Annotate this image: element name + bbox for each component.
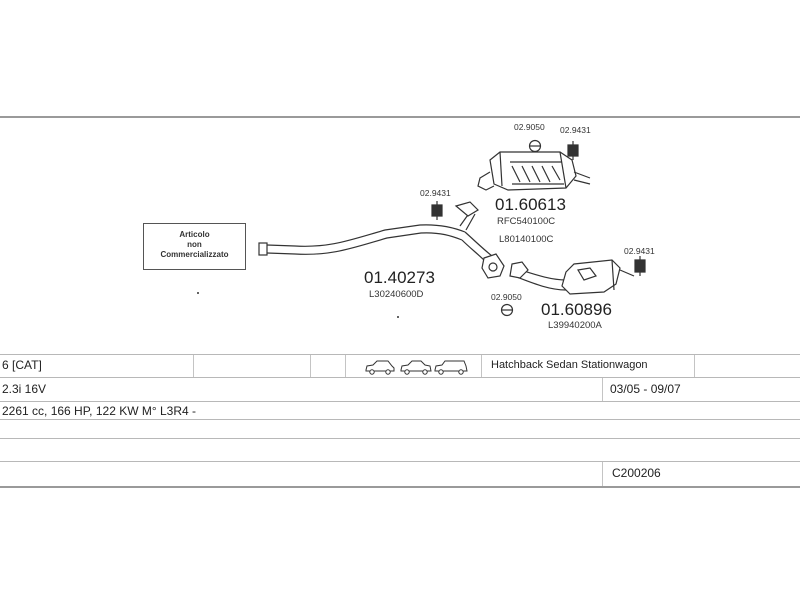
front-pipe-part-number[interactable]: 01.40273 xyxy=(364,268,435,287)
middle-silencer-part-number[interactable]: 01.60896 xyxy=(541,300,612,319)
not-marketed-notice xyxy=(143,223,246,270)
flange-drawing xyxy=(482,254,504,278)
front-pipe-code: L30240600D xyxy=(369,289,424,300)
clamp-label-5: 02.9050 xyxy=(491,292,522,302)
notice-line-2: non xyxy=(187,240,202,249)
rear-silencer-code-2: L80140100C xyxy=(499,234,554,245)
table-col-divider xyxy=(481,355,482,377)
table-col-divider xyxy=(602,462,603,486)
table-line xyxy=(0,354,800,355)
clamp-label-1: 02.9050 xyxy=(514,122,545,132)
notice-line-3: Commercializzato xyxy=(160,250,229,259)
hatchback-car-icon xyxy=(366,361,394,374)
table-line xyxy=(0,438,800,439)
body-type-icons xyxy=(364,358,470,376)
table-col-divider xyxy=(694,355,695,377)
model-cell: 2.3i 16V xyxy=(2,382,47,396)
stationwagon-car-icon xyxy=(435,361,467,374)
table-col-divider xyxy=(602,378,603,401)
middle-silencer-code: L39940200A xyxy=(548,320,602,331)
table-line xyxy=(0,461,800,462)
table-col-divider xyxy=(193,355,194,377)
clamp-label-4: 02.9431 xyxy=(624,246,655,256)
body-types-cell: Hatchback Sedan Stationwagon xyxy=(491,359,648,371)
reference-code-cell: C200206 xyxy=(612,466,661,480)
rear-silencer-part-number[interactable]: 01.60613 xyxy=(495,195,566,214)
notice-line-1: Articolo xyxy=(179,230,210,239)
clamp-label-3: 02.9431 xyxy=(420,188,451,198)
sedan-car-icon xyxy=(401,361,431,374)
table-line xyxy=(0,419,800,420)
middle-silencer-drawing[interactable] xyxy=(510,260,634,294)
engine-code-cell: 6 [CAT] xyxy=(2,358,42,372)
rear-silencer-code-1: RFC540100C xyxy=(497,216,556,227)
front-pipe-drawing[interactable] xyxy=(259,202,492,262)
table-col-divider xyxy=(310,355,311,377)
table-col-divider xyxy=(345,355,346,377)
table-line xyxy=(0,401,800,402)
period-cell: 03/05 - 09/07 xyxy=(610,382,681,396)
engine-spec-cell: 2261 cc, 166 HP, 122 KW M° L3R4 - xyxy=(2,404,197,418)
clamp-label-2: 02.9431 xyxy=(560,125,591,135)
table-line xyxy=(0,377,800,378)
